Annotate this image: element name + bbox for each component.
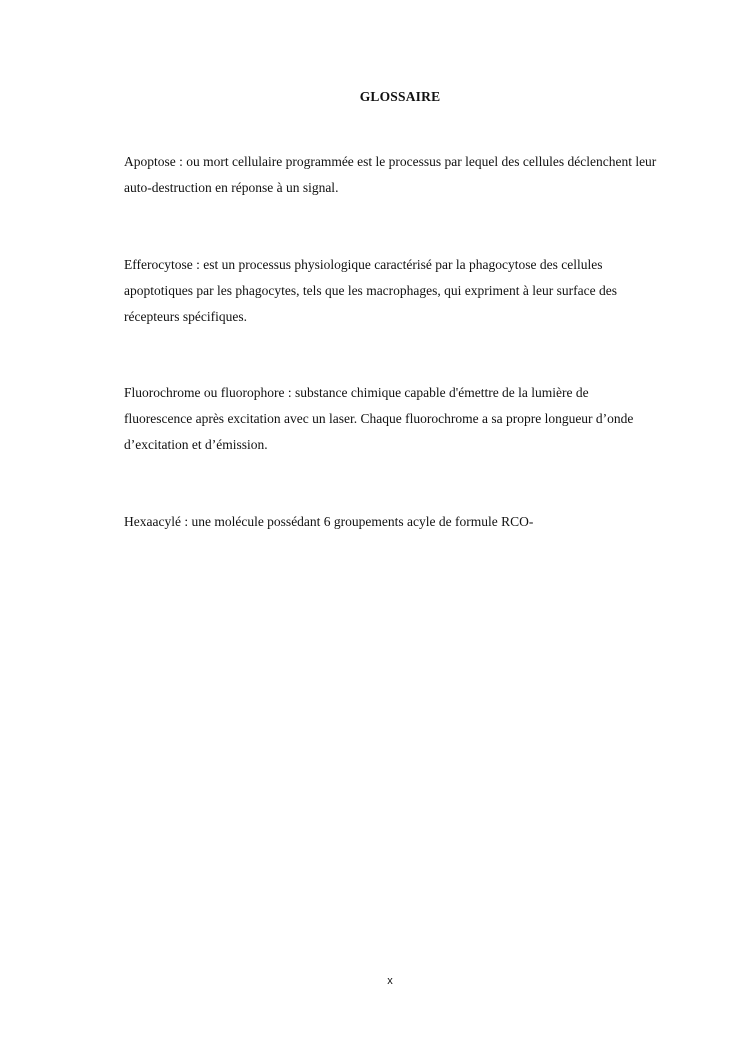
glossary-entry-text: Hexaacylé : une molécule possédant 6 groupements acyle de formule RCO-	[124, 514, 534, 529]
glossary-entry-text: Efferocytose : est un processus physiologique caractérisé par la phagocytose des cellules apoptotiques par les phagocytes, tels que les macrophages, qui expriment à leur surface des récepteurs spécifiques.	[124, 257, 617, 324]
glossary-entry-text: Apoptose : ou mort cellulaire programmée est le processus par lequel des cellules déclenchent leur auto-destruction en réponse à un signal.	[124, 154, 657, 195]
glossary-entry-hexaacyle	[124, 509, 659, 535]
glossary-entry-efferocytose	[124, 252, 659, 329]
page-title: GLOSSAIRE	[359, 89, 441, 104]
glossary-entry-fluorochrome	[124, 380, 659, 457]
glossary-entry-apoptose	[124, 149, 659, 201]
page-number: x	[387, 975, 393, 987]
glossary-entry-text: Fluorochrome ou fluorophore : substance chimique capable d'émettre de la lumière de fluorescence après excitation avec un laser. Chaque fluorochrome a sa propre longueur d’onde d’excitation et d’émission.	[124, 385, 634, 452]
